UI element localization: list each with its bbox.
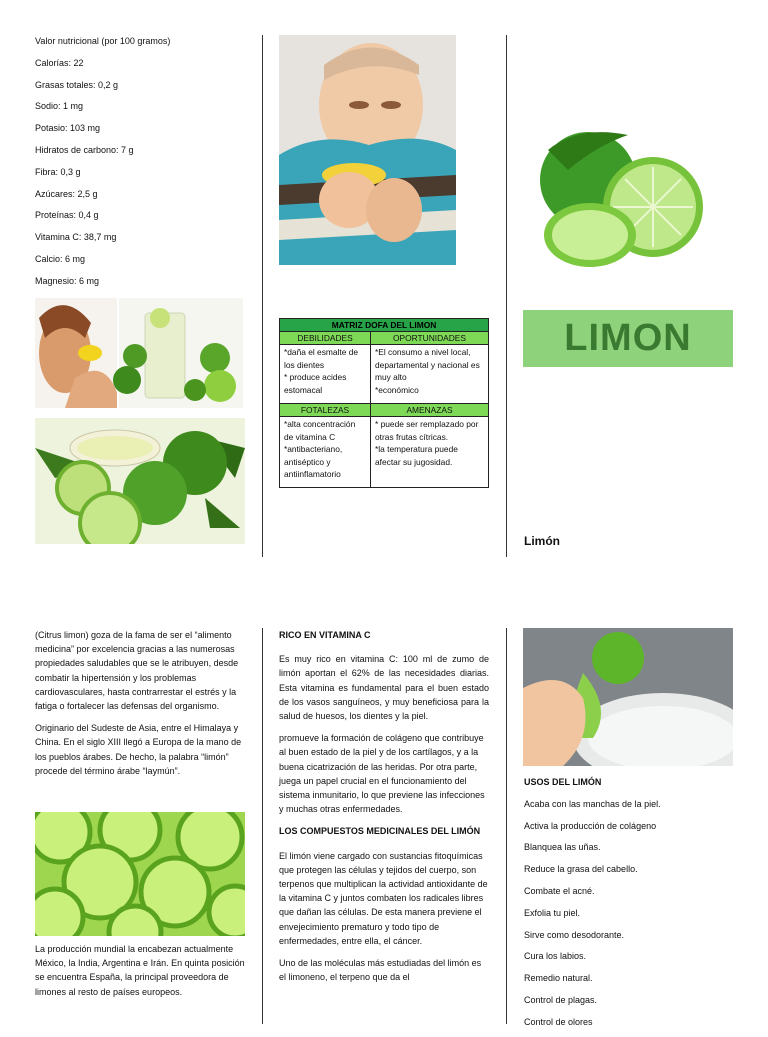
nutrition-line: Proteínas: 0,4 g bbox=[35, 210, 99, 221]
uses-item: Combate el acné. bbox=[524, 885, 595, 896]
uses-item: Cura los labios. bbox=[524, 951, 587, 962]
uses-item: Sirve como desodorante. bbox=[524, 929, 625, 940]
lime-photo-bowl bbox=[35, 418, 245, 544]
nutrition-line: Valor nutricional (por 100 gramos) bbox=[35, 36, 171, 46]
cover-caption: Limón bbox=[524, 534, 560, 548]
dofa-header-fortalezas: FOTALEZAS bbox=[280, 404, 371, 417]
dofa-amenazas: * puede ser remplazado por otras frutas cítricas. *la temperatura puede afectar su jugosidad. bbox=[371, 417, 489, 488]
uses-item: Control de plagas. bbox=[524, 994, 598, 1005]
nutrition-line: Fibra: 0,3 g bbox=[35, 166, 81, 177]
dofa-header-amenazas: AMENAZAS bbox=[371, 404, 489, 417]
nutrition-line: Sodio: 1 mg bbox=[35, 101, 84, 112]
uses-item: Control de olores bbox=[524, 1016, 593, 1027]
column-divider bbox=[506, 628, 507, 1024]
nutrition-line: Calorías: 22 bbox=[35, 57, 84, 68]
dofa-debilidades: *daña el esmalte de los dientes * produce acides estomacal bbox=[280, 345, 371, 404]
intro-paragraph: La producción mundial la encabezan actualmente México, la India, Argentina e Irán. En quinta posición se encuentra España, la principal proveedora de limones al resto de países europeos. bbox=[35, 944, 245, 997]
nutrition-line: Hidratos de carbono: 7 g bbox=[35, 144, 134, 155]
uses-item: Exfolia tu piel. bbox=[524, 907, 581, 918]
limes-cover-image bbox=[528, 125, 716, 275]
column-divider bbox=[506, 35, 507, 557]
dofa-title: MATRIZ DOFA DEL LIMON bbox=[280, 319, 489, 332]
intro-paragraph: (Citrus limon) goza de la fama de ser el “alimento medicina” por excelencia gracias a las numerosas propiedades saludables que se le atribuyen, desde combatir la hipertensión y los problemas cardiovasculares, hasta contrarrestar el estrés y la fatiga o fortalecer las defensas del organismo. bbox=[35, 630, 239, 712]
column-divider bbox=[262, 628, 263, 1024]
dofa-fortalezas: *alta concentración de vitamina C *antibacteriano, antiséptico y antiinflamatorio bbox=[280, 417, 371, 488]
nutrition-line: Azúcares: 2,5 g bbox=[35, 188, 98, 199]
intro-paragraph: Originario del Sudeste de Asia, entre el Himalaya y China. En el siglo XIII llegó a Europa de la mano de los pueblos árabes. De hecho, la palabra “limón” procede del término árabe “laymún”. bbox=[35, 723, 242, 776]
vitamin-paragraph: promueve la formación de colágeno que contribuye al buen estado de la piel y de los cartílagos, y a la buena cicatrización de las heridas. Por otra parte, juega un papel crucial en el funcionamiento del sistema inmunitario, lo que previene las infecciones y muchas otras enfermedades. bbox=[279, 733, 485, 815]
lime-peeling-photo bbox=[523, 628, 733, 766]
baby-lemon-photo bbox=[279, 35, 456, 265]
vitamin-column bbox=[279, 628, 489, 992]
uses-item: Blanquea las uñas. bbox=[524, 842, 601, 853]
vitamin-paragraph: Es muy rico en vitamina C: 100 ml de zumo de limón aportan el 62% de las necesidades diarias. Esta vitamina es fundamental para el buen estado de los vasos sanguíneos, y muy beneficiosa para la salud de huesos, los dientes y la piel. bbox=[279, 654, 489, 722]
nutrition-line: Magnesio: 6 mg bbox=[35, 275, 100, 286]
cover-title: LIMON bbox=[523, 310, 733, 367]
dofa-header-debilidades: DEBILIDADES bbox=[280, 332, 371, 345]
uses-heading: USOS DEL LIMÓN bbox=[524, 777, 602, 787]
nutrition-line: Vitamina C: 38,7 mg bbox=[35, 232, 117, 243]
intro-column bbox=[35, 628, 245, 786]
nutrition-line: Calcio: 6 mg bbox=[35, 253, 86, 264]
uses-item: Acaba con las manchas de la piel. bbox=[524, 798, 661, 809]
section-heading: LOS COMPUESTOS MEDICINALES DEL LIMÓN bbox=[279, 826, 481, 837]
nutrition-line: Potasio: 103 mg bbox=[35, 123, 101, 134]
vitamin-paragraph: El limón viene cargado con sustancias fitoquímicas que protegen las células y tejidos del cuerpo, son terpenos que multiplican la actividad antioxidante de la vitamina C y juntos combaten los radicales libres que dañan las células. De esta manera previene el envejecimiento prematuro y todo tipo de enfermedades, entre ella, el cáncer. bbox=[279, 850, 488, 946]
uses-item: Remedio natural. bbox=[524, 973, 593, 984]
dofa-oportunidades: *El consumo a nivel local, departamental y nacional es muy alto *económico bbox=[371, 345, 489, 404]
uses-list bbox=[524, 775, 724, 1037]
nutrition-line: Grasas totales: 0,2 g bbox=[35, 79, 119, 90]
uses-item: Activa la producción de colágeno bbox=[524, 820, 657, 831]
lime-photo-woman-drink bbox=[35, 298, 243, 408]
vitamin-paragraph: Uno de las moléculas más estudiadas del limón es el limoneno, el terpeno que da el bbox=[279, 958, 482, 983]
column-divider bbox=[262, 35, 263, 557]
lime-slices-photo bbox=[35, 812, 245, 936]
dofa-matrix bbox=[279, 318, 489, 488]
production-text bbox=[35, 942, 245, 1007]
uses-item: Reduce la grasa del cabello. bbox=[524, 864, 638, 875]
dofa-header-oportunidades: OPORTUNIDADES bbox=[371, 332, 489, 345]
nutrition-list bbox=[35, 33, 250, 295]
section-heading: RICO EN VITAMINA C bbox=[279, 630, 371, 640]
